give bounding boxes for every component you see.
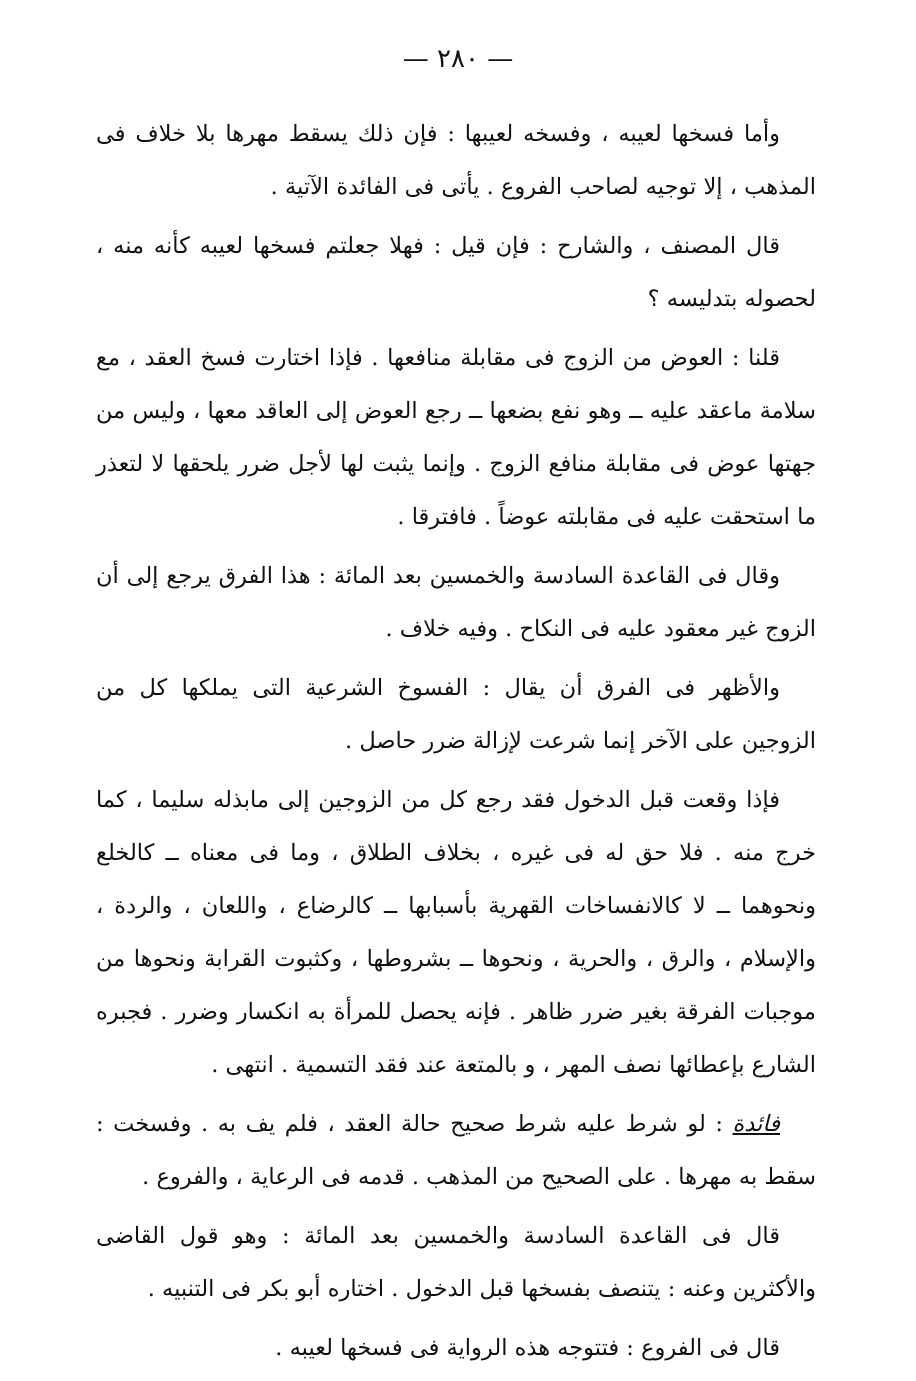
paragraph-1: وأما فسخها لعيبه ، وفسخه لعيبها : فإن ذلك يسقط مهرها بلا خلاف فى المذهب ، إلا توجيه لصاحب الفروع . يأتى فى الفائدة الآتية . [96, 121, 816, 200]
paragraph-5: والأظهر فى الفرق أن يقال : الفسوخ الشرعية التى يملكها كل من الزوجين على الآخر إنما شرعت لإزالة ضرر حاصل . [96, 675, 816, 754]
faida-text: : لو شرط عليه شرط صحيح حالة العقد ، فلم يف به . وفسخت : سقط به مهرها . على الصحيح من المذهب . قدمه فى الرعاية ، والفروع . [96, 1111, 816, 1190]
paragraph-8: قال فى القاعدة السادسة والخمسين بعد المائة : وهو قول القاضى والأكثرين وعنه : يتنصف بفسخها قبل الدخول . اختاره أبو بكر فى التنبيه . [96, 1223, 816, 1302]
paragraph-9: قال فى الفروع : فتتوجه هذه الرواية فى فسخها لعيبه . [275, 1335, 780, 1361]
page-body [96, 108, 816, 1381]
faida-label: فائدة [732, 1111, 780, 1137]
page-number: — ٢٨٠ — [402, 44, 514, 74]
paragraph-3: قلنا : العوض من الزوج فى مقابلة منافعها . فإذا اختارت فسخ العقد ، مع سلامة ماعقد عليه ــ وهو نفع بضعها ــ رجع العوض إلى العاقد معها ، وليس من جهتها عوض فى مقابلة منافع الزوج . وإنما يثبت لها لأجل ضرر يلحقها لا لتعذر ما استحقت عليه فى مقابلته عوضاً . فافترقا . [96, 345, 816, 530]
faida-paragraph [96, 1098, 816, 1204]
paragraph-4: وقال فى القاعدة السادسة والخمسين بعد المائة : هذا الفرق يرجع إلى أن الزوج غير معقود عليه فى النكاح . وفيه خلاف . [96, 563, 816, 642]
paragraph-2: قال المصنف ، والشارح : فإن قيل : فهلا جعلتم فسخها لعيبه كأنه منه ، لحصوله بتدليسه ؟ [96, 233, 816, 312]
paragraph-6: فإذا وقعت قبل الدخول فقد رجع كل من الزوجين إلى مابذله سليما ، كما خرج منه . فلا حق له فى غيره ، بخلاف الطلاق ، وما فى معناه ــ كالخلع ونحوهما ــ لا كالانفساخات القهرية بأسبابها ــ كالرضاع ، واللعان ، والردة ، والإسلام ، والرق ، والحرية ، ونحوها ــ بشروطها ، وكثبوت القرابة ونحوها من موجبات الفرقة بغير ضرر ظاهر . فإنه يحصل للمرأة به انكسار وضرر . فجبره الشارع بإعطائها نصف المهر ، و بالمتعة عند فقد التسمية . انتهى . [96, 787, 816, 1078]
